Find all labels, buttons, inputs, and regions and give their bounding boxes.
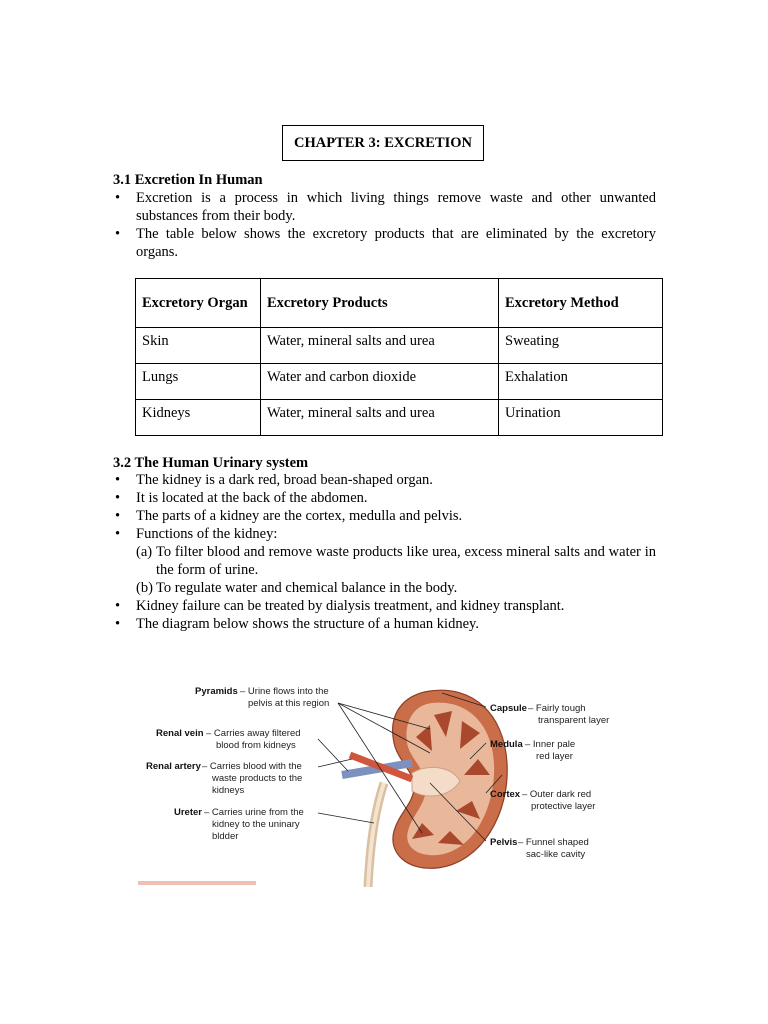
- table-cell: Urination: [499, 400, 663, 436]
- cortex-desc-line1: – Outer dark red: [522, 789, 592, 800]
- capsule-name: Capsule: [490, 703, 527, 714]
- table-cell: Water and carbon dioxide: [261, 364, 499, 400]
- urinary-bullets: [113, 471, 656, 633]
- pelvis-desc-line1: – Funnel shaped: [518, 837, 589, 848]
- table-header: Excretory Products: [261, 279, 499, 328]
- ureter-desc-line2: kidney to the uninary: [212, 819, 300, 830]
- table-cell: Water, mineral salts and urea: [261, 400, 499, 436]
- capsule-desc-line2: transparent layer: [538, 715, 610, 726]
- renal-artery-desc-line2: waste products to the: [212, 773, 303, 784]
- renal-vein-desc-line1: – Carries away filtered: [206, 728, 301, 739]
- section-heading-excretion: 3.1 Excretion In Human: [113, 172, 263, 188]
- function-a: [136, 543, 656, 579]
- cortex-desc-line2: protective layer: [531, 801, 596, 812]
- function-a-text: To filter blood and remove waste products like urea, excess mineral salts and water in the form of urine.: [156, 544, 656, 578]
- cortex-name: Cortex: [490, 789, 521, 800]
- bullet-item: • Excretion is a process in which living things remove waste and other unwanted substances from their body.: [113, 189, 656, 225]
- bullet-item: • The diagram below shows the structure of a human kidney.: [113, 615, 656, 633]
- ureter-name: Ureter: [174, 807, 202, 818]
- function-b-text: To regulate water and chemical balance in the body.: [156, 580, 458, 596]
- function-a-label: (a): [136, 544, 153, 560]
- table-header: Excretory Organ: [136, 279, 261, 328]
- renal-artery-desc-line3: kidneys: [212, 785, 245, 796]
- pelvis-name: Pelvis: [490, 837, 518, 848]
- table-cell: Water, mineral salts and urea: [261, 328, 499, 364]
- table-cell: Sweating: [499, 328, 663, 364]
- table-header-row: [136, 279, 663, 328]
- bullet-item: • Kidney failure can be treated by dialysis treatment, and kidney transplant.: [113, 597, 656, 615]
- table-row: [136, 364, 663, 400]
- excretory-table: [135, 278, 663, 436]
- renal-vein-desc-line2: blood from kidneys: [216, 740, 296, 751]
- pyramids-desc-line2: pelvis at this region: [248, 698, 330, 709]
- pelvis-desc-line2: sac-like cavity: [526, 849, 586, 860]
- cropped-caption-strip: [138, 881, 256, 885]
- bullet-item: • The parts of a kidney are the cortex, medulla and pelvis.: [113, 507, 656, 525]
- bullet-item: [113, 525, 656, 597]
- table-row: [136, 328, 663, 364]
- ureter-desc-line1: – Carries urine from the: [204, 807, 304, 818]
- functions-label: • Functions of the kidney:: [136, 526, 278, 542]
- renal-artery-desc-line1: – Carries blood with the: [202, 761, 302, 772]
- function-b-label: (b): [136, 580, 153, 596]
- medula-desc-line1: – Inner pale: [525, 739, 576, 750]
- table-row: [136, 400, 663, 436]
- bullet-item: • The table below shows the excretory products that are eliminated by the excretory organs.: [113, 225, 656, 261]
- table-cell: Skin: [136, 328, 261, 364]
- bullet-item: • It is located at the back of the abdomen.: [113, 489, 656, 507]
- medula-desc-line2: red layer: [536, 751, 573, 762]
- ureter-desc-line3: bldder: [212, 831, 239, 842]
- kidney-illustration: [112, 663, 656, 887]
- medula-name: Medula: [490, 739, 523, 750]
- capsule-desc-line1: – Fairly tough: [528, 703, 586, 714]
- table-cell: Kidneys: [136, 400, 261, 436]
- excretion-bullets: [113, 189, 656, 261]
- table-cell: Exhalation: [499, 364, 663, 400]
- renal-vein-name: Renal vein: [156, 728, 204, 739]
- section-heading-urinary: 3.2 The Human Urinary system: [113, 455, 309, 471]
- kidney-diagram: [112, 663, 656, 887]
- renal-artery-name: Renal artery: [146, 761, 201, 772]
- table-header: Excretory Method: [499, 279, 663, 328]
- table-cell: Lungs: [136, 364, 261, 400]
- function-b: [136, 579, 656, 597]
- bullet-item: • The kidney is a dark red, broad bean-shaped organ.: [113, 471, 656, 489]
- pyramids-name: Pyramids: [195, 686, 238, 697]
- chapter-title: CHAPTER 3: EXCRETION: [282, 125, 484, 161]
- pyramids-desc-line1: – Urine flows into the: [240, 686, 329, 697]
